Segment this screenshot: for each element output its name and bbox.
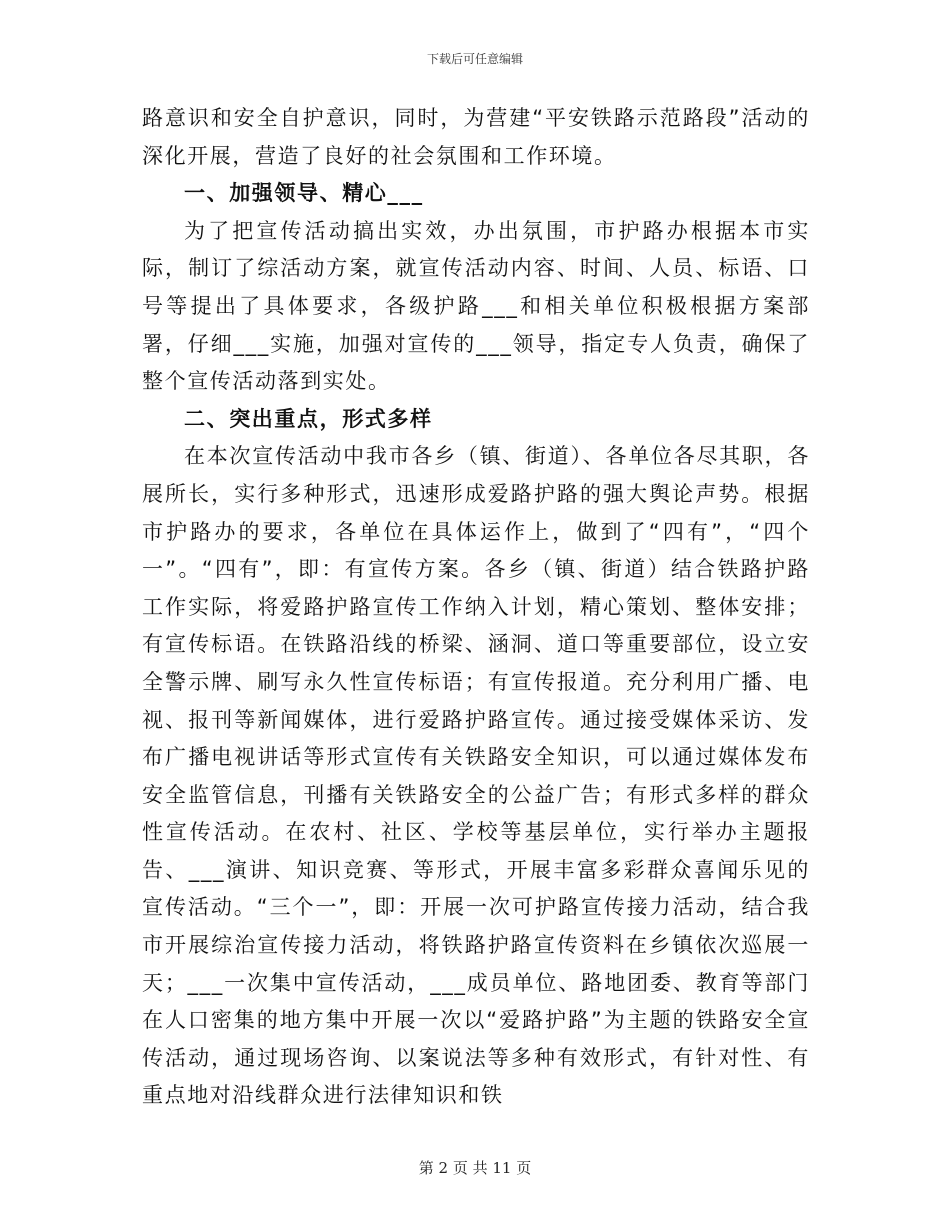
paragraph-section-2: 在本次宣传活动中我市各乡（镇、街道）、各单位各尽其职，各展所长，实行多种形式，迅速形成爱路护路的强大舆论声势。根据市护路办的要求，各单位在具体运作上，做到了“四有”，“四个一”。“四有”，即：有宣传方案。各乡（镇、街道）结合铁路护路工作实际，将爱路护路宣传工作纳入计划，精心策划、整体安排；有宣传标语。在铁路沿线的桥梁、涵洞、道口等重要部位，设立安全警示牌、刷写永久性宣传标语；有宣传报道。充分利用广播、电视、报刊等新闻媒体，进行爱路护路宣传。通过接受媒体采访、发布广播电视讲话等形式宣传有关铁路安全知识，可以通过媒体发布安全监管信息，刊播有关铁路安全的公益广告；有形式多样的群众性宣传活动。在农村、社区、学校等基层单位，实行举办主题报告、___演讲、知识竞赛、等形式，开展丰富多彩群众喜闻乐见的宣传活动。“三个一”，即：开展一次可护路宣传接力活动，结合我市开展综治宣传接力活动，将铁路护路宣传资料在乡镇依次巡展一天；___一次集中宣传活动，___成员单位、路地团委、教育等部门在人口密集的地方集中开展一次以“爱路护路”为主题的铁路安全宣传活动，通过现场咨询、以案说法等多种有效形式，有针对性、有重点地对沿线群众进行法律知识和铁 bbox=[142, 444, 810, 1108]
paragraph-continuation: 路意识和安全自护意识，同时，为营建“平安铁路示范路段”活动的深化开展，营造了良好的社会氛围和工作环境。 bbox=[142, 106, 810, 168]
page-footer: 第 2 页 共 11 页 bbox=[418, 1159, 532, 1177]
document-body bbox=[142, 100, 810, 1115]
paragraph-section-1: 为了把宣传活动搞出实效，办出氛围，市护路办根据本市实际，制订了综活动方案，就宣传活动内容、时间、人员、标语、口号等提出了具体要求，各级护路___和相关单位积极根据方案部署，仔细___实施，加强对宣传的___领导，指定专人负责，确保了整个宣传活动落到实处。 bbox=[142, 218, 810, 394]
section-heading-2: 二、突出重点，形式多样 bbox=[184, 406, 433, 431]
page-header: 下载后可任意编辑 bbox=[426, 52, 523, 66]
section-heading-1: 一、加强领导、精心___ bbox=[184, 181, 424, 206]
